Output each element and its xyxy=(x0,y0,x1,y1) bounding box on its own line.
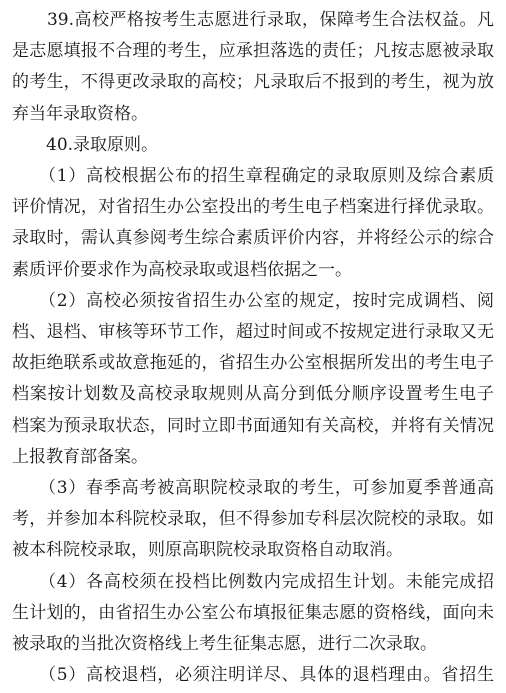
text-line: 故拒绝联系或故意拖延的，省招生办公室根据所发出的考生电子 xyxy=(12,353,494,374)
text-line: （3）春季高考被高职院校录取的考生，可参加夏季普通高 xyxy=(12,478,494,498)
text-line: 弃当年录取资格。 xyxy=(12,103,148,124)
text-line: 39.高校严格按考生志愿进行录取，保障考生合法权益。凡 xyxy=(12,10,494,30)
text-line: （5）高校退档，必须注明详尽、具体的退档理由。省招生 xyxy=(12,665,494,686)
text-line: 档案按计划数及高校录取规则从高分到低分顺序设置考生电子 xyxy=(12,384,494,405)
text-line: 档案为预录取状态，同时立即书面通知有关高校，并将有关情况 xyxy=(12,415,494,436)
text-line: 素质评价要求作为高校录取或退档依据之一。 xyxy=(12,259,352,280)
text-line: 上报教育部备案。 xyxy=(12,446,148,467)
text-line: （4）各高校须在投档比例数内完成招生计划。未能完成招 xyxy=(12,571,494,592)
text-line: 生计划的，由省招生办公室公布填报征集志愿的资格线，面向未 xyxy=(12,602,494,623)
text-line: 被录取的当批次资格线上考生征集志愿，进行二次录取。 xyxy=(12,634,437,654)
text-line: 被本科院校录取，则原高职院校录取资格自动取消。 xyxy=(12,540,403,561)
text-line: 是志愿填报不合理的考生，应承担落选的责任；凡按志愿被录取 xyxy=(12,41,494,62)
text-line: 考，并参加本科院校录取，但不得参加专科层次院校的录取。如 xyxy=(12,509,494,530)
text-line: 档、退档、审核等环节工作，超过时间或不按规定进行录取又无 xyxy=(12,322,494,342)
text-line: （2）高校必须按省招生办公室的规定，按时完成调档、阅 xyxy=(12,290,494,311)
text-line: 评价情况，对省招生办公室投出的考生电子档案进行择优录取。 xyxy=(12,197,494,218)
text-line: （1）高校根据公布的招生章程确定的录取原则及综合素质 xyxy=(12,166,494,186)
text-line: 的考生，不得更改录取的高校；凡录取后不报到的考生，视为放 xyxy=(12,72,494,93)
text-line: 录取时，需认真参阅考生综合素质评价内容，并将经公示的综合 xyxy=(12,228,494,249)
text-line: 40.录取原则。 xyxy=(12,134,159,155)
